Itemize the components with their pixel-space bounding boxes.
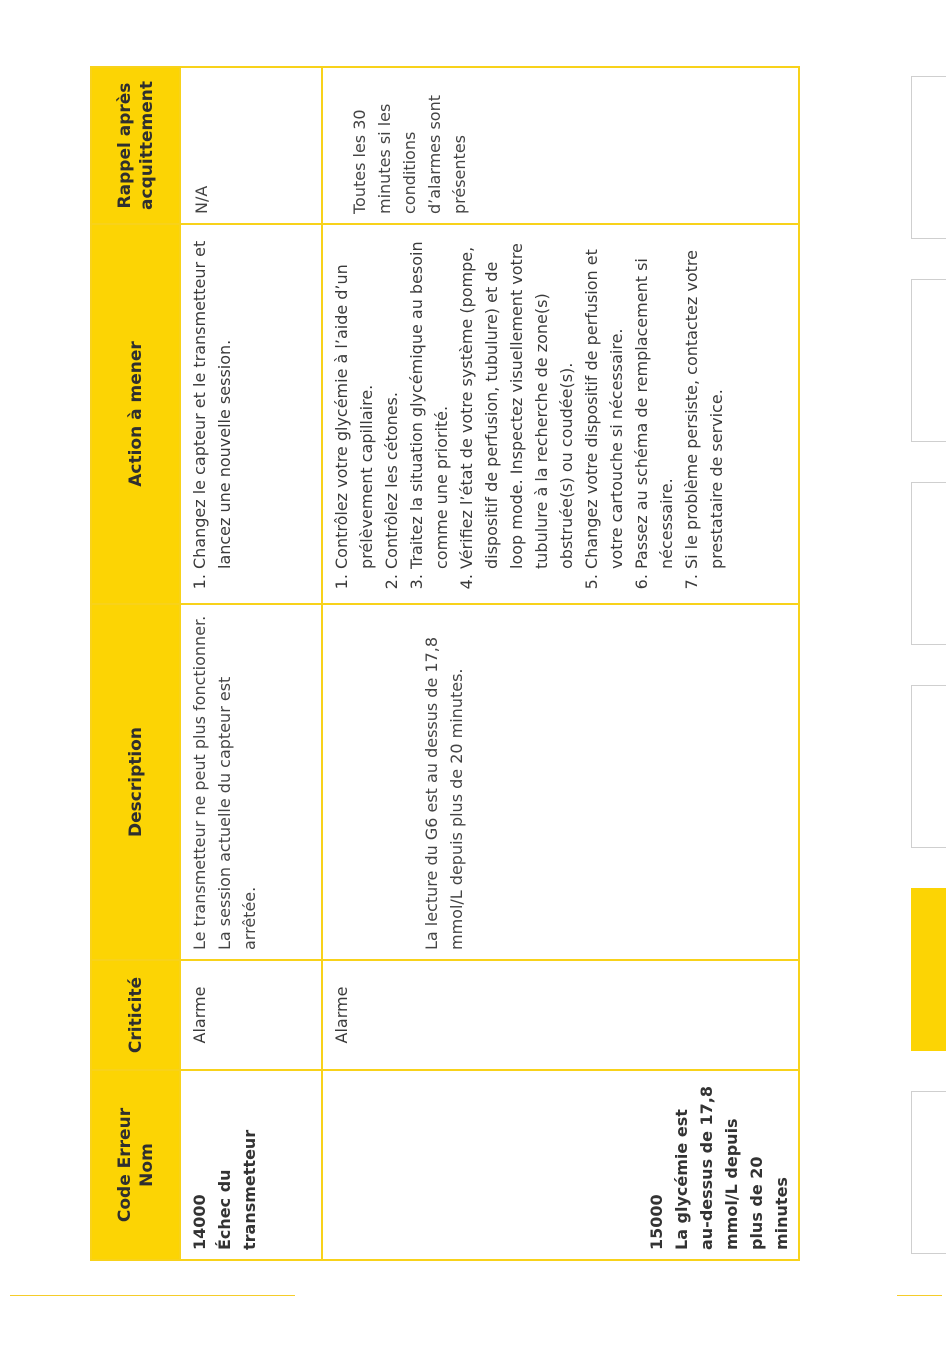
error-name-line: mmol/L depuis	[722, 1118, 741, 1250]
error-name-line: transmetteur	[240, 1129, 259, 1250]
error-code: 14000	[190, 1194, 209, 1250]
action-step: 6. Passez au schéma de remplacement si nécessaire.	[629, 234, 679, 569]
action-step: 1. Contrôlez votre glycémie à l’aide d’un prélèvement capillaire.	[329, 234, 379, 569]
error-name-line: plus de 20	[747, 1156, 766, 1250]
table-row	[180, 67, 322, 1260]
header-code-label: Code Erreur	[114, 1107, 135, 1223]
action-step: 7. Si le problème persiste, contactez votre prestataire de service.	[679, 234, 729, 569]
error-code-cell	[322, 1070, 799, 1260]
error-name-line: minutes	[772, 1177, 791, 1250]
description-cell: Le transmetteur ne peut plus fonctionner. La session actuelle du capteur est arrêtée.	[180, 604, 322, 960]
side-tab[interactable]	[911, 482, 946, 645]
header-rappel-line1: Rappel après	[114, 82, 135, 209]
description-cell: La lecture du G6 est au dessus de 17,8 mmol/L depuis plus de 20 minutes.	[322, 604, 799, 960]
footer-rule-left	[10, 1295, 295, 1296]
error-name-line: Échec du	[215, 1169, 234, 1250]
action-step: 1. Changez le capteur et le transmetteur et lancez une nouvelle session.	[187, 234, 237, 569]
action-cell	[322, 224, 799, 604]
rappel-cell: N/A	[180, 67, 322, 224]
criticite-cell: Alarme	[180, 960, 322, 1070]
header-name-label: Nom	[136, 1143, 157, 1187]
rappel-cell: Toutes les 30 minutes si les conditions d’alarmes sont présentes	[322, 67, 799, 224]
header-code	[91, 1070, 180, 1260]
alarm-table	[90, 66, 800, 1261]
side-tab[interactable]	[911, 1091, 946, 1254]
header-rappel-line2: acquittement	[136, 81, 157, 210]
error-name-line: au-dessus de 17,8	[697, 1085, 716, 1250]
header-row	[91, 67, 180, 1260]
action-step: 3. Traitez la situation glycémique au besoin comme une priorité.	[404, 234, 454, 569]
error-code-cell	[180, 1070, 322, 1260]
side-tab[interactable]	[911, 279, 946, 442]
action-step: 4. Vérifiez l’état de votre système (pompe, dispositif de perfusion, tubulure) et de loop mode. Inspectez visuellement votre tubulure à la recherche de zone(s) obstruée(s) ou coudée(s).	[454, 234, 579, 569]
action-cell	[180, 224, 322, 604]
error-name-line: La glycémie est	[672, 1109, 691, 1250]
action-step: 5. Changez votre dispositif de perfusion et votre cartouche si nécessaire.	[579, 234, 629, 569]
alarm-table-rotated	[90, 68, 791, 1261]
action-steps	[187, 234, 237, 594]
criticite-cell: Alarme	[322, 960, 799, 1070]
header-criticite: Criticité	[91, 960, 180, 1070]
footer-rule-right	[897, 1295, 942, 1296]
header-action: Action à mener	[91, 224, 180, 604]
side-tab-active[interactable]	[911, 888, 946, 1051]
action-steps	[329, 234, 729, 594]
table-row	[322, 67, 799, 1260]
side-tab[interactable]	[911, 76, 946, 239]
error-code: 15000	[647, 1194, 666, 1250]
header-description: Description	[91, 604, 180, 960]
side-tab[interactable]	[911, 685, 946, 848]
header-rappel	[91, 67, 180, 224]
action-step: 2. Contrôlez les cétones.	[379, 234, 404, 569]
